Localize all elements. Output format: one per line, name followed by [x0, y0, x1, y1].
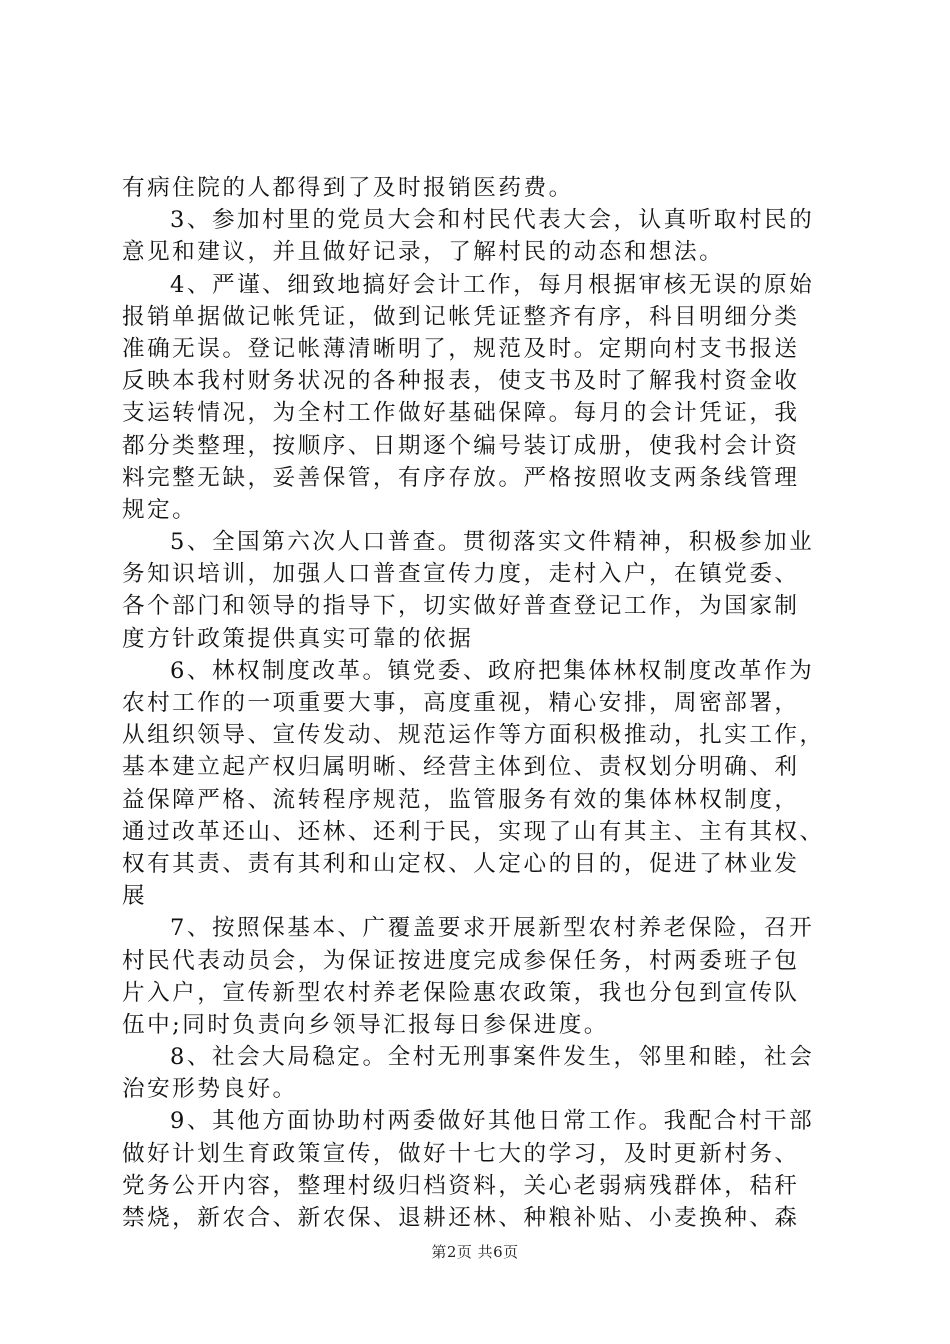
document-body — [122, 172, 834, 1234]
text-line: 都分类整理，按顺序、日期逐个编号装订成册，使我村会计资 — [122, 432, 800, 459]
text-line: 权有其责、责有其利和山定权、人定心的目的，促进了林业发 — [122, 850, 800, 877]
text-line: 8、社会大局稳定。全村无刑事案件发生，邻里和睦，社会 — [170, 1044, 815, 1071]
text-line: 务知识培训，加强人口普查宣传力度，走村入户，在镇党委、 — [122, 561, 800, 588]
text-line: 片入户，宣传新型农村养老保险惠农政策，我也分包到宣传队 — [122, 979, 800, 1006]
text-line: 农村工作的一项重要大事，高度重视，精心安排，周密部署， — [122, 690, 800, 716]
text-line: 党务公开内容，整理村级归档资料，关心老弱病残群体，秸秆 — [122, 1172, 800, 1199]
text-line: 各个部门和领导的指导下，切实做好普查登记工作，为国家制 — [122, 593, 800, 620]
text-line: 准确无误。登记帐薄清晰明了，规范及时。定期向村支书报送 — [122, 335, 800, 362]
text-line: 做好计划生育政策宣传，做好十七大的学习，及时更新村务、 — [122, 1140, 800, 1167]
text-line: 料完整无缺，妥善保管，有序存放。严格按照收支两条线管理 — [122, 464, 800, 491]
text-line: 意见和建议，并且做好记录，了解村民的动态和想法。 — [122, 239, 725, 266]
text-line: 通过改革还山、还林、还利于民，实现了山有其主、主有其权、 — [122, 818, 825, 845]
text-line: 禁烧，新农合、新农保、退耕还林、种粮补贴、小麦换种、森 — [122, 1205, 800, 1231]
text-line: 支运转情况，为全村工作做好基础保障。每月的会计凭证，我 — [122, 400, 800, 427]
text-line: 反映本我村财务状况的各种报表，使支书及时了解我村资金收 — [122, 368, 800, 395]
text-line: 有病住院的人都得到了及时报销医药费。 — [122, 175, 574, 201]
text-line: 7、按照保基本、广覆盖要求开展新型农村养老保险，召开 — [170, 915, 815, 942]
text-line: 基本建立起产权归属明晰、经营主体到位、责权划分明确、利 — [122, 754, 800, 781]
text-line: 村民代表动员会，为保证按进度完成参保任务，村两委班子包 — [122, 947, 800, 974]
text-line: 伍中;同时负责向乡领导汇报每日参保进度。 — [122, 1011, 609, 1038]
text-line: 6、林权制度改革。镇党委、政府把集体林权制度改革作为 — [170, 657, 815, 684]
page-footer: 第2页 共6页 — [431, 1243, 519, 1261]
text-line: 报销单据做记帐凭证，做到记帐凭证整齐有序，科目明细分类 — [122, 303, 800, 330]
text-line: 度方针政策提供真实可靠的依据 — [122, 625, 474, 652]
text-line: 规定。 — [122, 496, 198, 523]
text-line: 5、全国第六次人口普查。贯彻落实文件精神，积极参加业 — [170, 529, 815, 556]
text-line: 从组织领导、宣传发动、规范运作等方面积极推动，扎实工作， — [122, 722, 825, 749]
text-line: 益保障严格、流转程序规范，监管服务有效的集体林权制度， — [122, 786, 800, 813]
text-line: 4、严谨、细致地搞好会计工作，每月根据审核无误的原始 — [170, 271, 815, 298]
text-line: 3、参加村里的党员大会和村民代表大会，认真听取村民的 — [170, 207, 815, 234]
text-line: 9、其他方面协助村两委做好其他日常工作。我配合村干部 — [170, 1108, 815, 1135]
text-line: 治安形势良好。 — [122, 1076, 298, 1103]
text-line: 展 — [122, 883, 148, 910]
